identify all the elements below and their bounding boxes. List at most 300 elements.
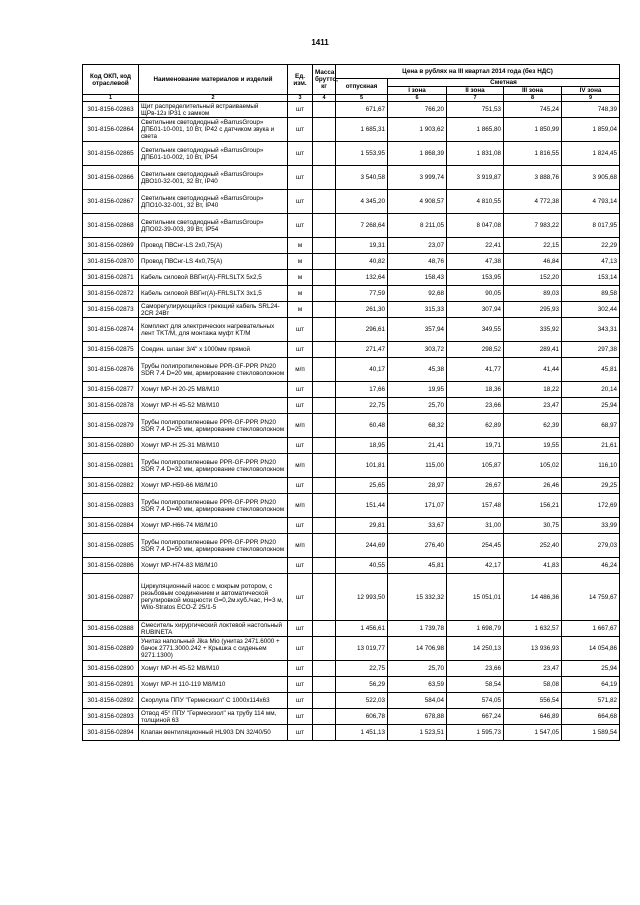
row-price-zone-1: 584,04 [388,693,447,709]
row-price-zone-2: 8 047,08 [447,214,504,238]
table-row [83,693,620,709]
row-weight [313,238,336,254]
table-row [83,382,620,398]
row-price-zone-4: 172,69 [562,494,620,518]
row-price-zone-2: 1 698,79 [447,621,504,637]
header-price-group: Цена в рублях на III квартал 2014 года (без НДС) [336,65,620,79]
row-unit: м [288,238,313,254]
row-release-price: 60,48 [336,414,388,438]
row-release-price: 25,65 [336,478,388,494]
row-name: Провод ПВСнг-LS 2х0,75(А) [139,238,288,254]
row-price-zone-3: 1 816,55 [504,142,562,166]
table-row [83,661,620,677]
row-code: 301-8156-02889 [83,637,139,661]
row-price-zone-2: 3 919,87 [447,166,504,190]
row-price-zone-4: 302,44 [562,302,620,318]
row-price-zone-2: 42,17 [447,558,504,574]
row-price-zone-2: 349,55 [447,318,504,342]
row-price-zone-3: 14 486,36 [504,574,562,621]
row-code: 301-8156-02879 [83,414,139,438]
row-name: Клапан вентиляционный HL903 DN 32/40/50 [139,725,288,741]
row-release-price: 40,17 [336,358,388,382]
row-name: Смеситель хирургический локтевой настольный RUBINETA [139,621,288,637]
row-price-zone-1: 158,43 [388,270,447,286]
row-price-zone-1: 68,32 [388,414,447,438]
row-release-price: 22,75 [336,661,388,677]
row-name: Соедин. шланг 3/4" х 1000мм прямой [139,342,288,358]
row-code: 301-8156-02863 [83,102,139,118]
table-row [83,558,620,574]
row-weight [313,677,336,693]
row-price-zone-3: 152,20 [504,270,562,286]
row-price-zone-4: 14 054,86 [562,637,620,661]
row-unit: шт [288,118,313,142]
row-price-zone-4: 1 824,45 [562,142,620,166]
row-price-zone-2: 31,00 [447,518,504,534]
row-price-zone-3: 7 983,22 [504,214,562,238]
row-price-zone-4: 748,39 [562,102,620,118]
header-estimate: Сметная [388,79,620,87]
table-body [83,102,620,741]
row-release-price: 4 345,20 [336,190,388,214]
table-row [83,534,620,558]
row-code: 301-8156-02892 [83,693,139,709]
row-price-zone-2: 41,77 [447,358,504,382]
row-price-zone-1: 33,67 [388,518,447,534]
row-name: Трубы полипропиленовые PPR-GF-PPR PN20 SDR 7.4 D=32 мм, армирование стекловолокном [139,454,288,478]
row-release-price: 40,82 [336,254,388,270]
row-release-price: 40,55 [336,558,388,574]
row-price-zone-4: 47,13 [562,254,620,270]
table-row [83,478,620,494]
row-unit: шт [288,693,313,709]
table-row [83,454,620,478]
row-code: 301-8156-02880 [83,438,139,454]
row-release-price: 1 456,61 [336,621,388,637]
row-release-price: 132,64 [336,270,388,286]
row-weight [313,574,336,621]
row-name: Хомут MP-H 45-52 M8/M10 [139,398,288,414]
table-row [83,677,620,693]
row-price-zone-3: 1 632,57 [504,621,562,637]
row-name: Щит распределительный встраиваемый ЩРв-12з IP31 с замком [139,102,288,118]
column-number: 7 [447,95,504,102]
row-price-zone-4: 29,25 [562,478,620,494]
header-zone-4: IV зона [562,87,620,95]
row-price-zone-2: 47,38 [447,254,504,270]
row-unit: шт [288,102,313,118]
row-price-zone-4: 8 017,95 [562,214,620,238]
row-price-zone-3: 1 547,05 [504,725,562,741]
table-row [83,709,620,725]
row-price-zone-1: 45,38 [388,358,447,382]
row-price-zone-4: 21,61 [562,438,620,454]
row-unit: шт [288,342,313,358]
header-zone-2: II зона [447,87,504,95]
header-code: Код ОКП, код отраслевой [83,65,139,95]
row-weight [313,166,336,190]
row-unit: шт [288,725,313,741]
row-unit: шт [288,438,313,454]
row-release-price: 3 540,58 [336,166,388,190]
row-price-zone-1: 171,07 [388,494,447,518]
row-price-zone-4: 4 793,14 [562,190,620,214]
row-weight [313,142,336,166]
row-unit: м/п [288,534,313,558]
table-row [83,637,620,661]
row-price-zone-1: 303,72 [388,342,447,358]
row-name: Отвод 45° ППУ "Гермесизол" на трубу 114 мм, толщиной 63 [139,709,288,725]
row-unit: шт [288,318,313,342]
row-unit: шт [288,709,313,725]
table-row [83,190,620,214]
header-name: Наименование материалов и изделий [139,65,288,95]
row-price-zone-3: 89,03 [504,286,562,302]
row-unit: шт [288,478,313,494]
row-code: 301-8156-02893 [83,709,139,725]
row-price-zone-2: 4 810,55 [447,190,504,214]
row-price-zone-2: 26,67 [447,478,504,494]
row-unit: м [288,302,313,318]
row-price-zone-4: 664,68 [562,709,620,725]
row-release-price: 522,03 [336,693,388,709]
row-price-zone-4: 1 667,67 [562,621,620,637]
row-price-zone-4: 297,38 [562,342,620,358]
table-row [83,574,620,621]
row-price-zone-2: 307,94 [447,302,504,318]
row-price-zone-1: 8 211,05 [388,214,447,238]
table-row [83,725,620,741]
row-price-zone-2: 157,48 [447,494,504,518]
row-price-zone-1: 45,81 [388,558,447,574]
row-release-price: 261,30 [336,302,388,318]
row-price-zone-1: 48,76 [388,254,447,270]
row-name: Кабель силовой ВВГнг(А)-FRLSLTX 5х2,5 [139,270,288,286]
row-code: 301-8156-02866 [83,166,139,190]
row-price-zone-2: 14 250,13 [447,637,504,661]
row-price-zone-3: 646,89 [504,709,562,725]
row-name: Светильник светодиодный «BarrusGroup» ДПО02-39-003, 39 Вт, IP54 [139,214,288,238]
row-weight [313,414,336,438]
row-name: Трубы полипропиленовые PPR-GF-PPR PN20 SDR 7.4 D=20 мм, армирование стекловолокном [139,358,288,382]
row-price-zone-1: 678,88 [388,709,447,725]
row-release-price: 296,61 [336,318,388,342]
table-row [83,254,620,270]
row-price-zone-4: 45,81 [562,358,620,382]
row-name: Хомут MP-H59-66 M8/M10 [139,478,288,494]
row-release-price: 19,31 [336,238,388,254]
row-name: Хомут MP-H74-83 M8/M10 [139,558,288,574]
row-price-zone-2: 15 051,01 [447,574,504,621]
row-price-zone-1: 25,70 [388,398,447,414]
row-unit: шт [288,574,313,621]
row-name: Хомут MP-H 25-31 M8/M10 [139,438,288,454]
row-code: 301-8156-02886 [83,558,139,574]
row-price-zone-4: 68,97 [562,414,620,438]
row-price-zone-1: 1 868,39 [388,142,447,166]
row-price-zone-4: 116,10 [562,454,620,478]
row-price-zone-2: 298,52 [447,342,504,358]
header-zone-1: I зона [388,87,447,95]
row-name: Светильник светодиодный «BarrusGroup» ДПО10-32-001, 32 Вт, IP40 [139,190,288,214]
row-price-zone-3: 41,44 [504,358,562,382]
row-unit: м/п [288,494,313,518]
row-price-zone-1: 15 332,32 [388,574,447,621]
row-price-zone-3: 41,83 [504,558,562,574]
row-weight [313,637,336,661]
row-code: 301-8156-02867 [83,190,139,214]
row-price-zone-1: 25,70 [388,661,447,677]
row-name: Трубы полипропиленовые PPR-GF-PPR PN20 SDR 7.4 D=25 мм, армирование стекловолокном [139,414,288,438]
row-unit: м/п [288,414,313,438]
row-unit: м/п [288,454,313,478]
row-price-zone-4: 3 905,68 [562,166,620,190]
row-price-zone-4: 25,94 [562,661,620,677]
row-code: 301-8156-02865 [83,142,139,166]
column-number-row [83,95,620,102]
table-row [83,318,620,342]
row-unit: шт [288,142,313,166]
table-row [83,398,620,414]
row-weight [313,454,336,478]
row-code: 301-8156-02883 [83,494,139,518]
row-release-price: 7 268,64 [336,214,388,238]
row-code: 301-8156-02882 [83,478,139,494]
row-weight [313,558,336,574]
table-row [83,102,620,118]
row-price-zone-3: 335,92 [504,318,562,342]
row-name: Светильник светодиодный «BarrusGroup» ДПБ01-10-001, 10 Вт, IP42 с датчиком звука и света [139,118,288,142]
row-unit: шт [288,382,313,398]
row-price-zone-3: 13 936,93 [504,637,562,661]
row-name: Комплект для электрических нагревательных лент TKT/M, для монтажа муфт KT/M [139,318,288,342]
table-row [83,342,620,358]
row-release-price: 1 553,95 [336,142,388,166]
row-price-zone-4: 33,99 [562,518,620,534]
row-release-price: 77,59 [336,286,388,302]
row-price-zone-1: 1 903,62 [388,118,447,142]
row-price-zone-3: 3 888,76 [504,166,562,190]
row-price-zone-1: 357,94 [388,318,447,342]
row-code: 301-8156-02877 [83,382,139,398]
row-name: Трубы полипропиленовые PPR-GF-PPR PN20 SDR 7.4 D=50 мм, армирование стекловолокном [139,534,288,558]
row-price-zone-3: 156,21 [504,494,562,518]
row-name: Светильник светодиодный «BarrusGroup» ДПБ01-10-002, 10 Вт, IP54 [139,142,288,166]
row-code: 301-8156-02878 [83,398,139,414]
row-price-zone-1: 3 999,74 [388,166,447,190]
row-price-zone-3: 62,39 [504,414,562,438]
table-row [83,438,620,454]
row-price-zone-1: 1 739,78 [388,621,447,637]
row-price-zone-1: 1 523,51 [388,725,447,741]
row-price-zone-1: 14 706,98 [388,637,447,661]
table-row [83,142,620,166]
row-price-zone-3: 26,46 [504,478,562,494]
row-price-zone-1: 315,33 [388,302,447,318]
row-release-price: 22,75 [336,398,388,414]
header-unit: Ед. изм. [288,65,313,95]
row-code: 301-8156-02887 [83,574,139,621]
row-name: Провод ПВСнг-LS 4х0,75(А) [139,254,288,270]
row-code: 301-8156-02890 [83,661,139,677]
row-price-zone-2: 62,89 [447,414,504,438]
row-weight [313,358,336,382]
row-price-zone-3: 19,55 [504,438,562,454]
table-row [83,494,620,518]
row-unit: шт [288,190,313,214]
row-code: 301-8156-02876 [83,358,139,382]
row-price-zone-1: 19,95 [388,382,447,398]
row-weight [313,534,336,558]
row-price-zone-4: 64,19 [562,677,620,693]
row-unit: м/п [288,358,313,382]
row-unit: шт [288,518,313,534]
row-price-zone-2: 751,53 [447,102,504,118]
row-price-zone-3: 252,40 [504,534,562,558]
row-price-zone-1: 766,20 [388,102,447,118]
table-row [83,518,620,534]
row-code: 301-8156-02885 [83,534,139,558]
row-price-zone-2: 19,71 [447,438,504,454]
row-price-zone-2: 254,45 [447,534,504,558]
row-code: 301-8156-02871 [83,270,139,286]
row-price-zone-1: 63,59 [388,677,447,693]
column-number: 6 [388,95,447,102]
row-price-zone-1: 4 908,57 [388,190,447,214]
row-price-zone-4: 14 759,67 [562,574,620,621]
row-price-zone-2: 1 865,80 [447,118,504,142]
row-price-zone-4: 46,24 [562,558,620,574]
row-weight [313,398,336,414]
row-release-price: 1 451,13 [336,725,388,741]
row-release-price: 56,29 [336,677,388,693]
column-number: 3 [288,95,313,102]
row-price-zone-4: 571,82 [562,693,620,709]
row-price-zone-4: 22,29 [562,238,620,254]
row-name: Унитаз напольный Jika Mio (унитаз 2471.6000 + бачок 2771.3000.242 + Крышка с сиденьем 9271.1300) [139,637,288,661]
row-name: Хомут MP-H66-74 M8/M10 [139,518,288,534]
row-code: 301-8156-02868 [83,214,139,238]
row-price-zone-3: 46,84 [504,254,562,270]
column-number: 9 [562,95,620,102]
row-price-zone-4: 343,31 [562,318,620,342]
row-price-zone-3: 105,02 [504,454,562,478]
row-release-price: 13 019,77 [336,637,388,661]
row-release-price: 606,78 [336,709,388,725]
row-weight [313,118,336,142]
column-number: 1 [83,95,139,102]
row-release-price: 101,81 [336,454,388,478]
row-release-price: 671,67 [336,102,388,118]
row-weight [313,214,336,238]
row-price-zone-4: 20,14 [562,382,620,398]
row-unit: м [288,286,313,302]
row-price-zone-1: 276,40 [388,534,447,558]
row-weight [313,190,336,214]
row-price-zone-1: 21,41 [388,438,447,454]
header-release-price: отпускная [336,79,388,95]
row-price-zone-2: 18,36 [447,382,504,398]
row-weight [313,318,336,342]
row-weight [313,270,336,286]
table-row [83,118,620,142]
row-price-zone-1: 115,00 [388,454,447,478]
row-price-zone-3: 30,75 [504,518,562,534]
row-price-zone-1: 28,97 [388,478,447,494]
row-weight [313,518,336,534]
row-code: 301-8156-02872 [83,286,139,302]
row-price-zone-3: 23,47 [504,661,562,677]
row-price-zone-3: 745,24 [504,102,562,118]
row-release-price: 1 685,31 [336,118,388,142]
table-row [83,621,620,637]
row-price-zone-3: 58,08 [504,677,562,693]
row-price-zone-4: 89,58 [562,286,620,302]
row-price-zone-3: 23,47 [504,398,562,414]
row-unit: шт [288,214,313,238]
row-release-price: 29,81 [336,518,388,534]
row-code: 301-8156-02874 [83,318,139,342]
row-release-price: 18,95 [336,438,388,454]
row-release-price: 271,47 [336,342,388,358]
row-name: Трубы полипропиленовые PPR-GF-PPR PN20 SDR 7.4 D=40 мм, армирование стекловолокном [139,494,288,518]
row-code: 301-8156-02894 [83,725,139,741]
table-row [83,270,620,286]
row-price-zone-4: 279,03 [562,534,620,558]
table-row [83,302,620,318]
row-price-zone-3: 289,41 [504,342,562,358]
row-name: Кабель силовой ВВГнг(А)-FRLSLTX 3х1,5 [139,286,288,302]
row-release-price: 151,44 [336,494,388,518]
row-weight [313,621,336,637]
row-code: 301-8156-02875 [83,342,139,358]
row-code: 301-8156-02884 [83,518,139,534]
row-price-zone-2: 1 831,08 [447,142,504,166]
page-number: 1411 [311,38,329,47]
row-unit: шт [288,677,313,693]
row-release-price: 12 993,50 [336,574,388,621]
row-price-zone-2: 58,54 [447,677,504,693]
row-code: 301-8156-02888 [83,621,139,637]
row-price-zone-4: 1 859,04 [562,118,620,142]
row-name: Светильник светодиодный «BarrusGroup» ДВО10-32-001, 32 Вт, IP40 [139,166,288,190]
row-price-zone-2: 23,66 [447,398,504,414]
row-weight [313,494,336,518]
row-code: 301-8156-02881 [83,454,139,478]
row-price-zone-1: 23,07 [388,238,447,254]
row-price-zone-4: 25,94 [562,398,620,414]
row-price-zone-3: 1 850,99 [504,118,562,142]
column-number: 8 [504,95,562,102]
row-name: Хомут MP-H 110-119 M8/M10 [139,677,288,693]
row-price-zone-2: 667,24 [447,709,504,725]
row-code: 301-8156-02864 [83,118,139,142]
row-weight [313,438,336,454]
row-unit: м [288,270,313,286]
header-weight: Масса брутто, кг [313,65,336,95]
row-price-zone-3: 4 772,38 [504,190,562,214]
row-price-zone-2: 90,05 [447,286,504,302]
row-weight [313,382,336,398]
row-unit: шт [288,166,313,190]
header-zone-3: III зона [504,87,562,95]
table-row [83,238,620,254]
price-table [82,64,620,741]
row-price-zone-1: 92,68 [388,286,447,302]
row-price-zone-2: 23,66 [447,661,504,677]
row-name: Хомут MP-H 45-52 M8/M10 [139,661,288,677]
row-price-zone-4: 1 589,54 [562,725,620,741]
